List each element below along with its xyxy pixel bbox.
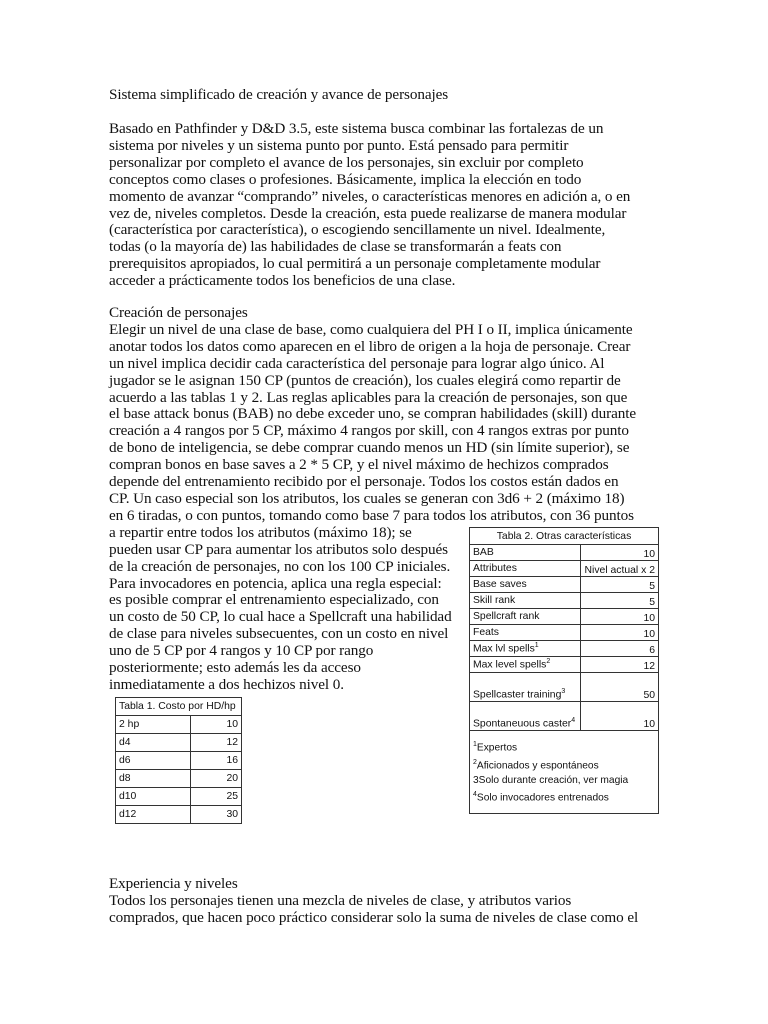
table-cell-value: 20 [190, 770, 241, 788]
text-line: Para invocadores en potencia, aplica una regla especial: [109, 574, 442, 592]
text-line: anotar todos los datos como aparecen en el libro de origen a la hoja de personaje. Crear [109, 337, 631, 355]
footnote [473, 756, 655, 774]
table-cell-value: 10 [580, 702, 658, 731]
text-line: inmediatamente a dos hechizos nivel 0. [109, 675, 344, 693]
table-row [470, 702, 659, 731]
table-cell-label: d4 [116, 734, 191, 752]
footnote-text: Aficionados y espontáneos [476, 760, 599, 772]
table-cell-label: Spellcraft rank [470, 609, 581, 625]
table-row [116, 716, 242, 734]
table-cell-label: Spellcaster training [473, 689, 562, 700]
table-cell-value: Nivel actual x 2 [580, 561, 658, 577]
footnote [473, 738, 655, 756]
text-line: vez de, niveles completos. Desde la creación, esta puede realizarse de manera modular [109, 204, 627, 222]
table-row [470, 577, 659, 593]
table-cell-label-with-note [470, 641, 581, 657]
table-cell-value: 5 [580, 593, 658, 609]
experience-section [109, 876, 638, 927]
footnote-text: Solo invocadores entrenados [476, 792, 609, 804]
text-line: uno de 5 CP por 4 rangos y 10 CP por rango [109, 642, 374, 660]
table-cell-value: 25 [190, 788, 241, 806]
table-cell-label: Max level spells [473, 659, 547, 671]
table-cell-label: Skill rank [470, 593, 581, 609]
text-line: creación a 4 rangos por 5 CP, máximo 4 rangos por skill, con 4 rangos extras por punto [109, 422, 629, 440]
text-line: depende del entrenamiento recibido por el personaje. Todos los costos están dados en [109, 473, 619, 491]
table-cell-label-with-note [470, 702, 581, 731]
table-row [116, 788, 242, 806]
footnote-marker: 4 [571, 716, 576, 724]
text-line: en 6 tiradas, o con puntos, tomando como base 7 para todos los atributos, con 36 puntos [109, 506, 634, 524]
text-line: conceptos como clases o profesiones. Básicamente, implica la elección en todo [109, 170, 582, 188]
text-line: Basado en Pathfinder y D&D 3.5, este sistema busca combinar las fortalezas de un [109, 120, 604, 137]
table-cell-value: 10 [580, 625, 658, 641]
tabla-2-otras-caracteristicas [469, 527, 659, 814]
text-line: de la creación de personajes, no con los 100 CP iniciales. [109, 557, 451, 575]
table-cell-label: Max lvl spells [473, 643, 535, 655]
document-title: Sistema simplificado de creación y avance de personajes [109, 86, 449, 103]
table-caption: Tabla 2. Otras características [470, 528, 659, 545]
text-line: el base attack bonus (BAB) no debe exceder uno, se compran habilidades (skill) durante [109, 405, 637, 423]
table-cell-value: 10 [190, 716, 241, 734]
text-line: a repartir entre todos los atributos (máximo 18); se [109, 523, 412, 541]
table-cell-label: d10 [116, 788, 191, 806]
table-cell-label: d8 [116, 770, 191, 788]
table-notes-row [470, 731, 659, 814]
table-cell-value: 10 [580, 609, 658, 625]
table-cell-value: 30 [190, 806, 241, 824]
table-row [470, 561, 659, 577]
table-cell-label: Feats [470, 625, 581, 641]
table-cell-value: 10 [580, 545, 658, 561]
text-line: (característica por característica), o escogiendo sencillamente un nivel. Idealmente, [109, 221, 606, 239]
text-line: momento de avanzar “comprando” niveles, o características menores en adición a, o en [109, 187, 631, 205]
section-heading-experience: Experiencia y niveles [109, 875, 238, 892]
text-line: comprados, que hacen poco práctico considerar solo la suma de niveles de clase como el [109, 908, 639, 926]
footnote-marker: 3 [561, 687, 566, 695]
footnote-marker: 1 [473, 740, 477, 748]
footnote [473, 788, 655, 806]
table-row [470, 609, 659, 625]
text-line: de clase para niveles subsecuentes, con un costo en nivel [109, 625, 449, 643]
text-line: acuerdo a las tablas 1 y 2. Las reglas aplicables para la creación de personajes, son que [109, 388, 628, 406]
table-cell-value: 12 [190, 734, 241, 752]
text-line: de bono de inteligencia, se debe comprar cuando menos un HD (sin límite superior), se [109, 439, 630, 457]
text-line: personalizar por completo el avance de los personajes, sin excluir por completo [109, 153, 584, 171]
table-cell-value: 12 [580, 657, 658, 673]
text-line: acceder a prácticamente todos los beneficios de una clase. [109, 272, 456, 290]
table-cell-label: d6 [116, 752, 191, 770]
table-row [470, 545, 659, 561]
table-cell-label: 2 hp [116, 716, 191, 734]
footnote-text: Expertos [476, 742, 518, 754]
table-row [470, 593, 659, 609]
table-cell-label: Base saves [470, 577, 581, 593]
text-line: un costo de 50 CP, lo cual hace a Spellcraft una habilidad [109, 608, 452, 626]
text-line: jugador se le asignan 150 CP (puntos de creación), los cuales elegirá como repartir de [109, 371, 621, 389]
text-line: todas (o la mayoría de) las habilidades de clase se transformarán a feats con [109, 238, 562, 256]
intro-paragraph [109, 121, 630, 290]
footnote-marker: 4 [473, 791, 477, 799]
table-cell-value: 6 [580, 641, 658, 657]
footnote-marker: 2 [473, 758, 477, 766]
text-line: CP. Un caso especial son los atributos, los cuales se generan con 3d6 + 2 (máximo 18) [109, 489, 625, 507]
table-caption: Tabla 1. Costo por HD/hp [116, 698, 242, 716]
text-line: compran bonos en base saves a 2 * 5 CP, y el nivel máximo de hechizos comprados [109, 456, 609, 474]
table-cell-value: 5 [580, 577, 658, 593]
section-heading-creation: Creación de personajes [109, 304, 248, 321]
table-row [470, 625, 659, 641]
table-row [116, 770, 242, 788]
table-row [116, 806, 242, 824]
table-cell-label: BAB [470, 545, 581, 561]
table-cell-label-with-note [470, 657, 581, 673]
text-line: prerequisitos apropiados, lo cual permitirá a un personaje completamente modular [109, 255, 601, 273]
table-cell-value: 50 [580, 673, 658, 702]
text-line: sistema por niveles y un sistema punto por punto. Está pensado para permitir [109, 136, 569, 154]
table-row [470, 657, 659, 673]
table-row [116, 752, 242, 770]
table-cell-label-with-note [470, 673, 581, 702]
text-line: es posible comprar el entrenamiento especializado, con [109, 591, 439, 609]
footnote-marker: 1 [534, 642, 539, 650]
table-row [470, 641, 659, 657]
table-cell-value: 16 [190, 752, 241, 770]
text-line: Todos los personajes tienen una mezcla de niveles de clase, y atributos varios [109, 891, 572, 909]
table-row [116, 734, 242, 752]
table-cell-label: Attributes [470, 561, 581, 577]
table-row [470, 673, 659, 702]
table-cell-label: d12 [116, 806, 191, 824]
table-footnotes [470, 731, 659, 814]
table-cell-label: Spontaneuous caster [473, 718, 572, 729]
footnote-text: 3Solo durante creación, ver magia [473, 774, 629, 786]
tabla-1-costo-hd [115, 697, 242, 824]
text-line: posteriormente; esto además les da acceso [109, 659, 361, 677]
footnote [473, 774, 655, 789]
text-line: un nivel implica decidir cada característica del personaje para lograr algo único. Al [109, 354, 605, 372]
text-line: pueden usar CP para aumentar los atributos solo después [109, 540, 448, 558]
text-line: Elegir un nivel de una clase de base, como cualquiera del PH I o II, implica únicamente [109, 320, 633, 338]
footnote-marker: 2 [546, 658, 551, 666]
